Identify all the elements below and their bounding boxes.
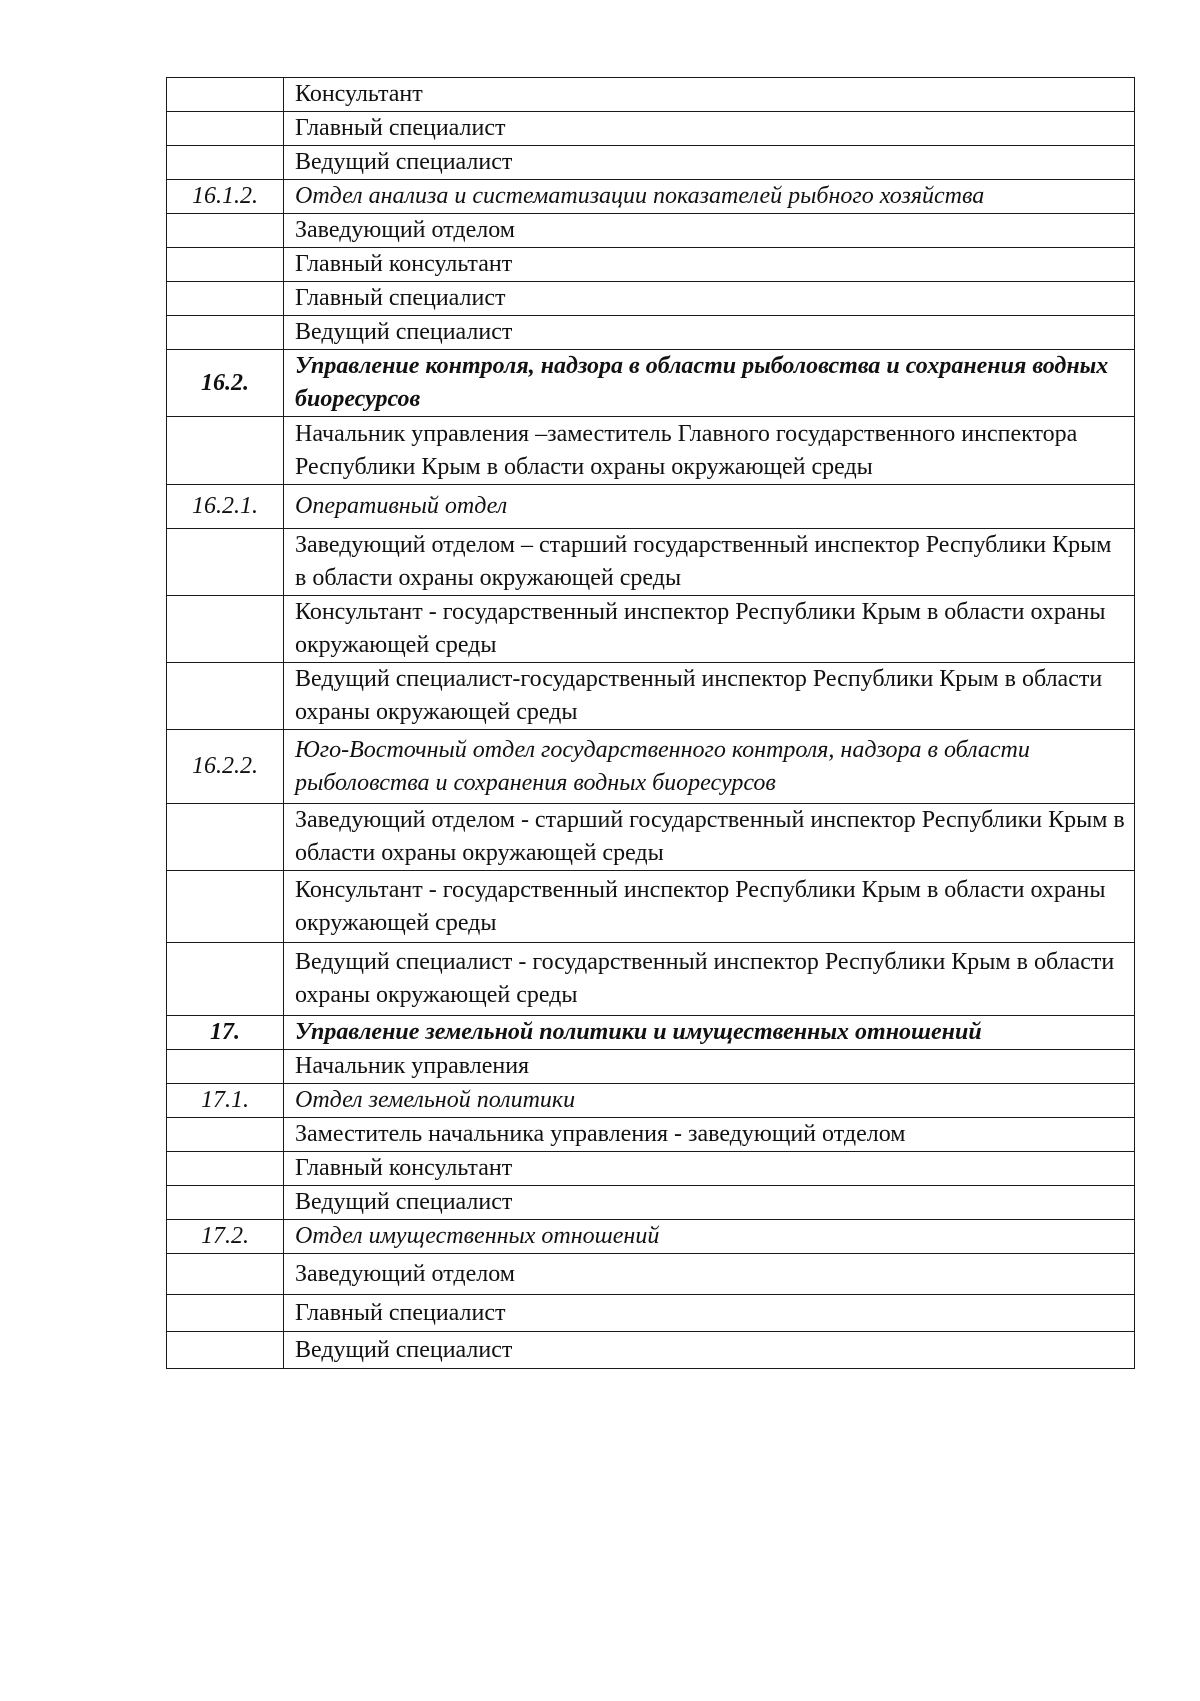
- staff-table: [166, 77, 1135, 1369]
- table-row: [167, 78, 1135, 112]
- row-number-cell: [167, 596, 284, 663]
- table-row: [167, 417, 1135, 485]
- table-row: [167, 350, 1135, 417]
- row-number-cell: [167, 871, 284, 943]
- staff-table-body: [167, 78, 1135, 1369]
- position-title-cell: Ведущий специалист-государственный инспектор Республики Крым в области охраны окружающей среды: [284, 663, 1135, 730]
- department-name-cell: Оперативный отдел: [284, 485, 1135, 529]
- position-title-cell: Начальник управления: [284, 1050, 1135, 1084]
- row-number-cell: [167, 146, 284, 180]
- row-number-cell: 17.1.: [167, 1084, 284, 1118]
- position-title-cell: Заведующий отделом – старший государственный инспектор Республики Крым в области охраны окружающей среды: [284, 529, 1135, 596]
- position-title-cell: Ведущий специалист - государственный инспектор Республики Крым в области охраны окружающей среды: [284, 943, 1135, 1016]
- table-row: [167, 1254, 1135, 1295]
- row-number-cell: [167, 1050, 284, 1084]
- table-row: [167, 316, 1135, 350]
- position-title-cell: Главный специалист: [284, 282, 1135, 316]
- table-row: [167, 730, 1135, 804]
- row-number-cell: [167, 804, 284, 871]
- table-row: [167, 1118, 1135, 1152]
- table-row: [167, 112, 1135, 146]
- row-number-cell: [167, 78, 284, 112]
- table-row: [167, 180, 1135, 214]
- row-number-cell: [167, 316, 284, 350]
- table-row: [167, 214, 1135, 248]
- table-row: [167, 1050, 1135, 1084]
- position-title-cell: Консультант: [284, 78, 1135, 112]
- table-row: [167, 282, 1135, 316]
- table-row: [167, 596, 1135, 663]
- row-number-cell: [167, 282, 284, 316]
- table-row: [167, 1220, 1135, 1254]
- row-number-cell: [167, 1254, 284, 1295]
- table-row: [167, 804, 1135, 871]
- row-number-cell: [167, 1152, 284, 1186]
- row-number-cell: [167, 248, 284, 282]
- department-name-cell: Отдел анализа и систематизации показателей рыбного хозяйства: [284, 180, 1135, 214]
- row-number-cell: [167, 1295, 284, 1332]
- row-number-cell: 16.1.2.: [167, 180, 284, 214]
- row-number-cell: [167, 663, 284, 730]
- table-row: [167, 529, 1135, 596]
- row-number-cell: [167, 943, 284, 1016]
- table-row: [167, 1152, 1135, 1186]
- department-name-cell: Отдел земельной политики: [284, 1084, 1135, 1118]
- position-title-cell: Ведущий специалист: [284, 316, 1135, 350]
- row-number-cell: [167, 112, 284, 146]
- table-row: [167, 943, 1135, 1016]
- row-number-cell: [167, 1186, 284, 1220]
- table-row: [167, 1084, 1135, 1118]
- row-number-cell: 17.2.: [167, 1220, 284, 1254]
- position-title-cell: Заведующий отделом - старший государственный инспектор Республики Крым в области охраны окружающей среды: [284, 804, 1135, 871]
- row-number-cell: 16.2.: [167, 350, 284, 417]
- row-number-cell: 16.2.2.: [167, 730, 284, 804]
- department-name-cell: Управление земельной политики и имущественных отношений: [284, 1016, 1135, 1050]
- table-row: [167, 248, 1135, 282]
- row-number-cell: 17.: [167, 1016, 284, 1050]
- position-title-cell: Ведущий специалист: [284, 1332, 1135, 1369]
- position-title-cell: Консультант - государственный инспектор Республики Крым в области охраны окружающей среды: [284, 871, 1135, 943]
- position-title-cell: Заведующий отделом: [284, 214, 1135, 248]
- position-title-cell: Главный консультант: [284, 1152, 1135, 1186]
- position-title-cell: Начальник управления –заместитель Главного государственного инспектора Республики Крым в области охраны окружающей среды: [284, 417, 1135, 485]
- position-title-cell: Главный консультант: [284, 248, 1135, 282]
- department-name-cell: Отдел имущественных отношений: [284, 1220, 1135, 1254]
- position-title-cell: Ведущий специалист: [284, 1186, 1135, 1220]
- table-row: [167, 485, 1135, 529]
- position-title-cell: Заместитель начальника управления - заведующий отделом: [284, 1118, 1135, 1152]
- table-row: [167, 663, 1135, 730]
- table-row: [167, 871, 1135, 943]
- position-title-cell: Главный специалист: [284, 112, 1135, 146]
- row-number-cell: 16.2.1.: [167, 485, 284, 529]
- row-number-cell: [167, 214, 284, 248]
- table-row: [167, 1332, 1135, 1369]
- row-number-cell: [167, 1118, 284, 1152]
- position-title-cell: Заведующий отделом: [284, 1254, 1135, 1295]
- department-name-cell: Юго-Восточный отдел государственного контроля, надзора в области рыболовства и сохранения водных биоресурсов: [284, 730, 1135, 804]
- department-name-cell: Управление контроля, надзора в области рыболовства и сохранения водных биоресурсов: [284, 350, 1135, 417]
- position-title-cell: Главный специалист: [284, 1295, 1135, 1332]
- row-number-cell: [167, 529, 284, 596]
- table-row: [167, 1186, 1135, 1220]
- position-title-cell: Ведущий специалист: [284, 146, 1135, 180]
- table-row: [167, 1016, 1135, 1050]
- row-number-cell: [167, 1332, 284, 1369]
- row-number-cell: [167, 417, 284, 485]
- position-title-cell: Консультант - государственный инспектор Республики Крым в области охраны окружающей среды: [284, 596, 1135, 663]
- table-row: [167, 1295, 1135, 1332]
- table-row: [167, 146, 1135, 180]
